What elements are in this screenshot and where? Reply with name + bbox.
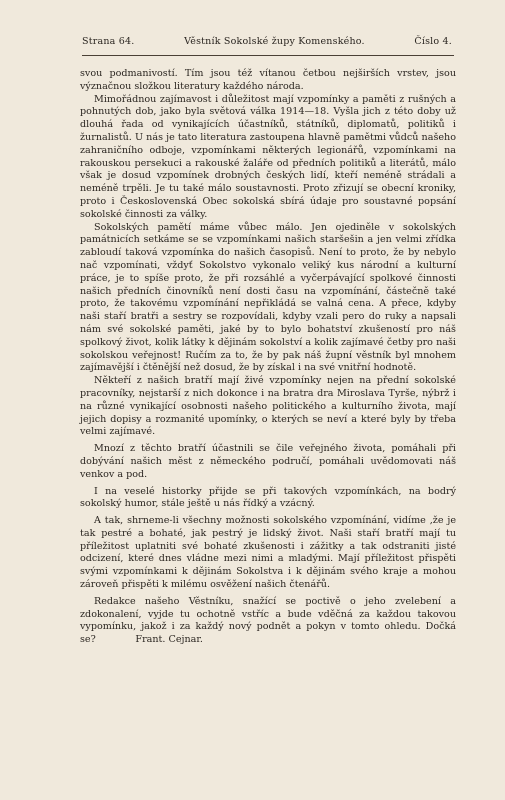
author-signature: Frant. Cejnar.	[135, 634, 203, 646]
paragraph-continuation: svou podmanivostí. Tím jsou též vítanou četbou nejširších vrstev, jsou význačnou složkou literatury každého národa.	[80, 68, 456, 92]
paragraph: I na veselé historky přijde se při takových vzpomínkách, na bodrý sokolský humor, stále ještě u nás řídký a vzácný.	[80, 485, 456, 510]
closing-paragraph	[80, 596, 456, 647]
journal-title: Věstník Sokolské župy Komenského.	[184, 36, 365, 47]
paragraph: Někteří z našich bratří mají živé vzpomínky nejen na přední sokolské pracovníky, nejstarší z nich dokonce i na bratra dra Miroslava Tyrše, nýbrž i na různé vynikající osobnosti našeho politického a kulturního života, mají jejich dopisy a rozmanité upomínky, o kterých se neví a které byly by třeba velmi zajímavé.	[80, 375, 456, 438]
running-header	[82, 36, 452, 47]
issue-number: Číslo 4.	[414, 36, 452, 47]
paragraph: Sokolských pamětí máme vůbec málo. Jen ojediněle v sokolských památnicích setkáme se se vzpomínkami našich staršešin a jen velmi zřídka zabloudí taková vzpomínka do našich časopisů. Není to proto, že by nebylo nač vzpomínati, vždyť Sokolstvo vykonalo veliký kus národní a kulturní práce, je to spíše proto, že při rozsáhlé a vyčerpávající spolkové činnosti našich předních činovníků není dosti času na vzpomínání, částečně také proto, že takovému vzpomínání nepřikládá se valná cena. A přece, kdyby naši staří bratři a sestry se rozpovídali, kdyby vzali pero do ruky a napsali nám své sokolské paměti, jaké by to bylo bohatství zkušeností pro náš spolkový život, kolik látky k dějinám sokolství a kolik zajímavé četby pro naši sokolskou veřejnost! Ručím za to, že by pak náš župní věstník byl mnohem zajímavější i čtěnější než dosud, že by získal i na své vnitřní hodnotě.	[80, 221, 456, 374]
paragraph: A tak, shrneme-li všechny možnosti sokolského vzpomínání, vidíme ,že je tak pestré a bohaté, jak pestrý je lidský život. Naši staří bratří mají tu příležitost uplatniti své bohaté zkušenosti i zážitky a tak odstraniti jisté odcizení, které dnes vládne mezi nimi a mladými. Mají příležitost přispěti svými vzpomínkami k dějinám Sokolstva i k dějinám svého kraje a mohou zároveň přispěti k milému osvěžení našich čtenářů.	[80, 515, 456, 591]
closing-text: Redakce našeho Věstníku, snažící se poctivě o jeho zvelebení a zdokonalení, vyjde tu ochotně vstříc a bude vděčná za každou takovou vypomínku, jakož i za každý nový podnět a pokyn v tomto ohledu. Dočká se?	[80, 595, 456, 646]
page-number: Strana 64.	[82, 36, 135, 47]
paragraph: Mimořádnou zajímavost i důležitost mají vzpomínky a paměti z rušných a pohnutých dob, jako byla světová válka 1914—18. Vyšla jich z této doby už dlouhá řada od vynikajících účastníků, státníků, diplomatů, politiků i žurnalistů. U nás je tato literatura zastoupena hlavně pamětmi vůdců našeho zahraničního odboje, vzpomínkami některých legionářů, vzpomínkami na rakouskou persekuci a rakouské žaláře od předních politiků a literátů, málo však je dosud vzpomínek drobných českých lidí, kteří neméně strádali a neméně trpěli. Je tu také málo soustavnosti. Proto zřizují se obecní kroniky, proto i Československá Obec sokolská sbírá údaje pro soustavné popsání sokolské činnosti za války.	[80, 93, 456, 220]
header-rule	[82, 55, 454, 56]
article-body	[80, 68, 456, 647]
paragraph: Mnozí z těchto bratří účastnili se čile veřejného života, pomáhali při dobývání našich měst z německého područí, pomáhali uvědomovati náš venkov a pod.	[80, 443, 456, 480]
